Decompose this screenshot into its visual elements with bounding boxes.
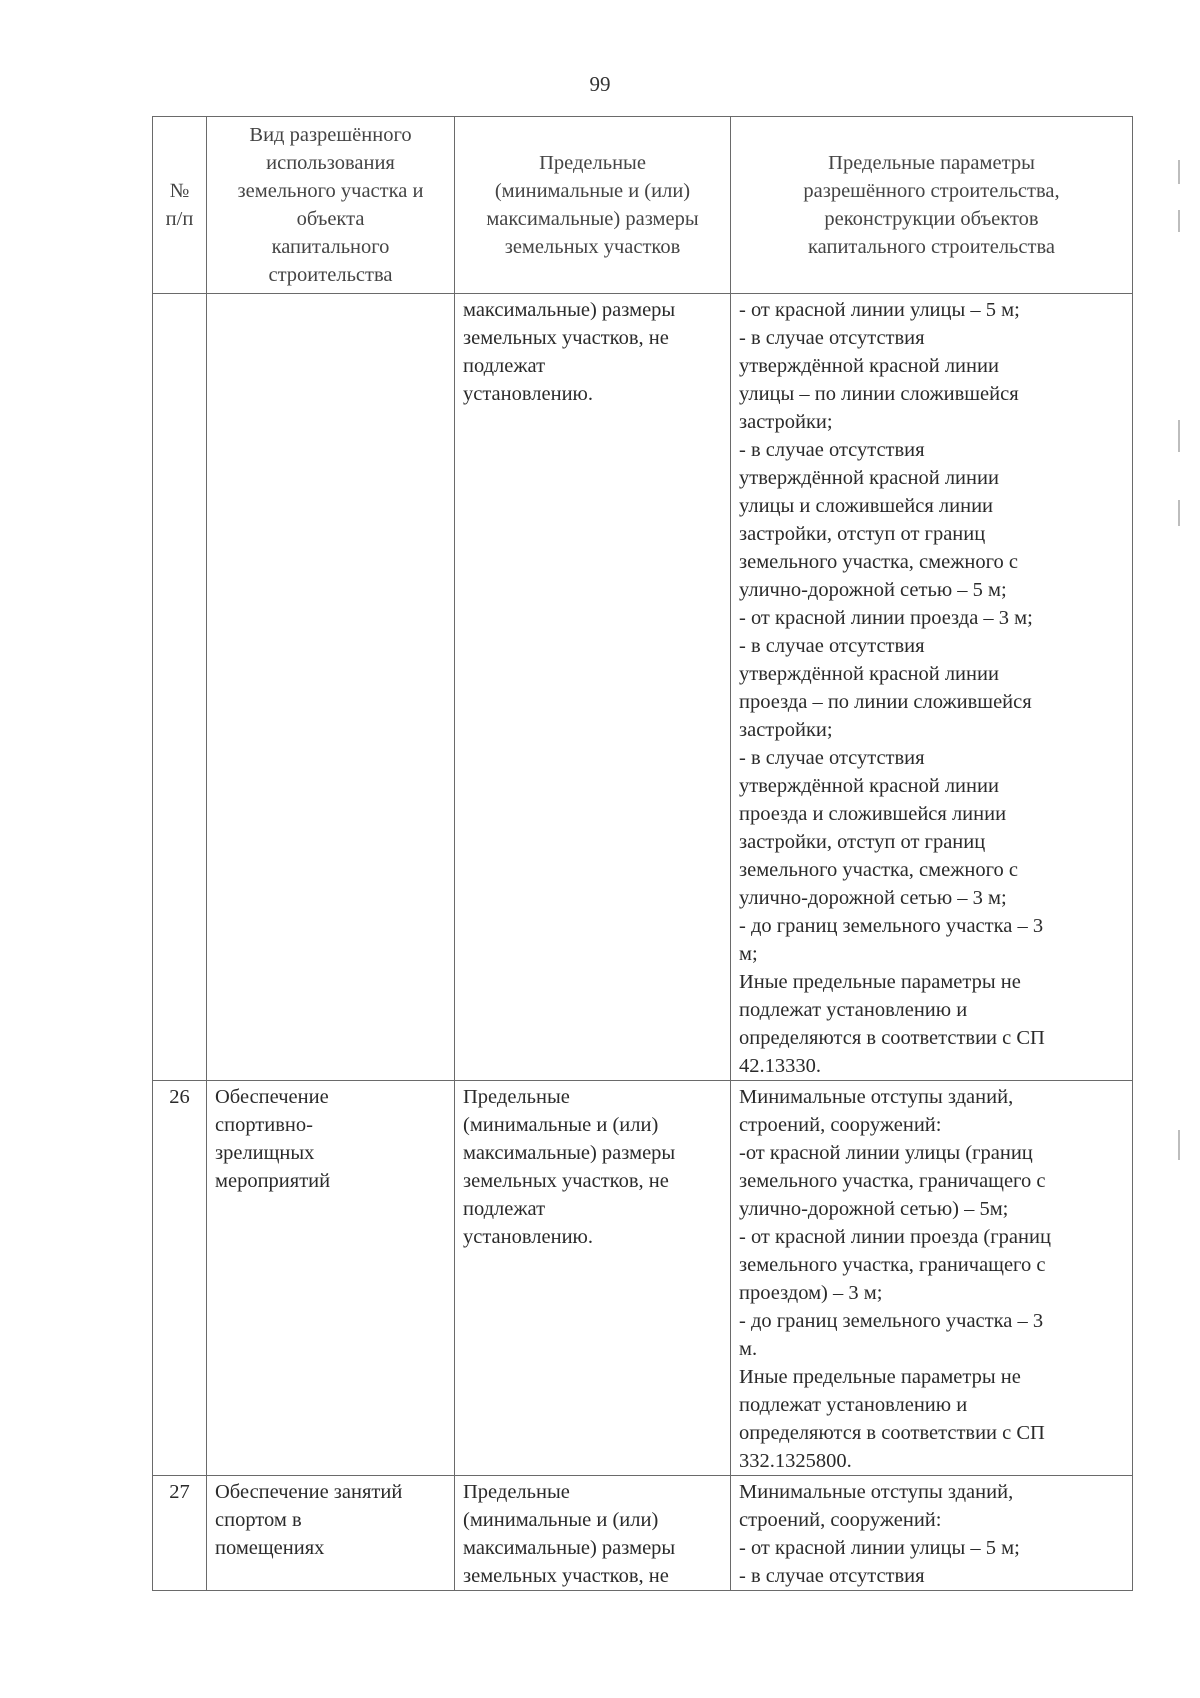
header-line: реконструкции объектов (824, 208, 1039, 230)
row-number (153, 294, 207, 1081)
row-number: 27 (153, 1476, 207, 1591)
scan-edge-mark (1178, 210, 1180, 232)
cell-text-line: утверждённой красной линии (739, 663, 999, 685)
cell-text-line: -от красной линии улицы (границ (739, 1142, 1033, 1164)
cell-text-line: улично-дорожной сетью) – 5м; (739, 1198, 1009, 1220)
cell-text-line: подлежат (463, 1198, 546, 1220)
cell-text-line: спортивно- (215, 1114, 313, 1136)
cell-text-line: земельных участков, не (463, 1565, 669, 1587)
cell-text-line: земельных участков, не (463, 1170, 669, 1192)
cell-text-line: утверждённой красной линии (739, 775, 999, 797)
cell-text-line: (минимальные и (или) (463, 1509, 659, 1531)
header-line: максимальные) размеры (486, 208, 699, 230)
cell-text-line: установлению. (463, 1226, 593, 1248)
cell-text-line: - от красной линии проезда (границ (739, 1226, 1051, 1248)
cell-text-line: улично-дорожной сетью – 3 м; (739, 887, 1007, 909)
cell-text-line: застройки; (739, 719, 833, 741)
cell-text-line: определяются в соответствии с СП (739, 1422, 1045, 1444)
header-line: капитального строительства (808, 236, 1055, 258)
cell-text-line: Предельные (463, 1481, 570, 1503)
construction-params-cell (731, 1081, 1133, 1476)
page-number: 99 (589, 72, 611, 96)
cell-text-line: утверждённой красной линии (739, 467, 999, 489)
cell-text-line: утверждённой красной линии (739, 355, 999, 377)
cell-text-line: застройки, отступ от границ (739, 831, 986, 853)
cell-text-line: застройки, отступ от границ (739, 523, 986, 545)
cell-text-line: (минимальные и (или) (463, 1114, 659, 1136)
cell-text-line: - от красной линии проезда – 3 м; (739, 607, 1033, 629)
scan-edge-mark (1178, 1130, 1180, 1160)
table-body (153, 294, 1133, 1591)
header-use-type (207, 117, 455, 294)
header-line: объекта (296, 208, 365, 230)
scan-edge-mark (1178, 420, 1180, 452)
use-type-cell (207, 1081, 455, 1476)
construction-params-cell (731, 294, 1133, 1081)
header-line: № (169, 180, 190, 202)
table-header-row (153, 117, 1133, 294)
cell-text-line: застройки; (739, 411, 833, 433)
header-line: земельных участков (504, 236, 681, 258)
cell-text-line: Обеспечение занятий (215, 1481, 403, 1503)
cell-text-line: Предельные (463, 1086, 570, 1108)
table-row (153, 1081, 1133, 1476)
cell-text-line: подлежат (463, 355, 546, 377)
cell-text-line: Минимальные отступы зданий, (739, 1481, 1014, 1503)
table-row (153, 294, 1133, 1081)
header-line: Вид разрешённого (249, 124, 412, 146)
cell-text-line: подлежат установлению и (739, 1394, 968, 1416)
cell-text-line: земельного участка, граничащего с (739, 1170, 1046, 1192)
cell-text-line: 42.13330. (739, 1055, 821, 1077)
cell-text-line: Иные предельные параметры не (739, 1366, 1021, 1388)
cell-text-line: м; (739, 943, 758, 965)
cell-text-line: определяются в соответствии с СП (739, 1027, 1045, 1049)
cell-text-line: максимальные) размеры (463, 1537, 676, 1559)
header-line: п/п (165, 208, 194, 230)
cell-text-line: - в случае отсутствия (739, 1565, 925, 1587)
header-line: разрешённого строительства, (803, 180, 1060, 202)
cell-text-line: - от красной линии улицы – 5 м; (739, 1537, 1020, 1559)
cell-text-line: проездом) – 3 м; (739, 1282, 883, 1304)
cell-text-line: помещениях (215, 1537, 325, 1559)
plot-sizes-cell (455, 1081, 731, 1476)
use-type-cell (207, 294, 455, 1081)
table-row (153, 1476, 1133, 1591)
cell-text-line: - в случае отсутствия (739, 747, 925, 769)
cell-text-line: земельного участка, граничащего с (739, 1254, 1046, 1276)
cell-text-line: Минимальные отступы зданий, (739, 1086, 1014, 1108)
cell-text-line: м. (739, 1338, 758, 1360)
cell-text-line: - в случае отсутствия (739, 439, 925, 461)
header-line: использования (266, 152, 395, 174)
cell-text-line: - до границ земельного участка – 3 (739, 1310, 1044, 1332)
scan-edge-mark (1178, 160, 1180, 184)
header-line: (минимальные и (или) (494, 180, 691, 202)
cell-text-line: максимальные) размеры (463, 1142, 676, 1164)
cell-text-line: - в случае отсутствия (739, 327, 925, 349)
cell-text-line: максимальные) размеры (463, 299, 676, 321)
cell-text-line: строений, сооружений: (739, 1114, 942, 1136)
use-type-cell (207, 1476, 455, 1591)
cell-text-line: земельных участков, не (463, 327, 669, 349)
scan-edge-mark (1178, 500, 1180, 526)
cell-text-line: мероприятий (215, 1170, 331, 1192)
header-line: строительства (268, 264, 393, 286)
cell-text-line: проезда – по линии сложившейся (739, 691, 1032, 713)
header-plot-sizes (455, 117, 731, 294)
cell-text-line: строений, сооружений: (739, 1509, 942, 1531)
cell-text-line: проезда и сложившейся линии (739, 803, 1007, 825)
cell-text-line: Обеспечение (215, 1086, 329, 1108)
cell-text-line: улицы и сложившейся линии (739, 495, 994, 517)
header-construction-params (731, 117, 1133, 294)
cell-text-line: земельного участка, смежного с (739, 551, 1018, 573)
cell-text-line: 332.1325800. (739, 1450, 852, 1472)
plot-sizes-cell (455, 294, 731, 1081)
cell-text-line: установлению. (463, 383, 593, 405)
header-number (153, 117, 207, 294)
row-number: 26 (153, 1081, 207, 1476)
construction-params-cell (731, 1476, 1133, 1591)
header-line: Предельные (539, 152, 646, 174)
cell-text-line: спортом в (215, 1509, 302, 1531)
cell-text-line: подлежат установлению и (739, 999, 968, 1021)
header-line: Предельные параметры (828, 152, 1035, 174)
regulations-table (152, 116, 1133, 1591)
cell-text-line: - от красной линии улицы – 5 м; (739, 299, 1020, 321)
cell-text-line: улично-дорожной сетью – 5 м; (739, 579, 1007, 601)
cell-text-line: - в случае отсутствия (739, 635, 925, 657)
cell-text-line: Иные предельные параметры не (739, 971, 1021, 993)
cell-text-line: - до границ земельного участка – 3 (739, 915, 1044, 937)
cell-text-line: земельного участка, смежного с (739, 859, 1018, 881)
cell-text-line: зрелищных (215, 1142, 315, 1164)
header-line: капитального (271, 236, 390, 258)
cell-text-line: улицы – по линии сложившейся (739, 383, 1019, 405)
header-line: земельного участка и (237, 180, 424, 202)
plot-sizes-cell (455, 1476, 731, 1591)
